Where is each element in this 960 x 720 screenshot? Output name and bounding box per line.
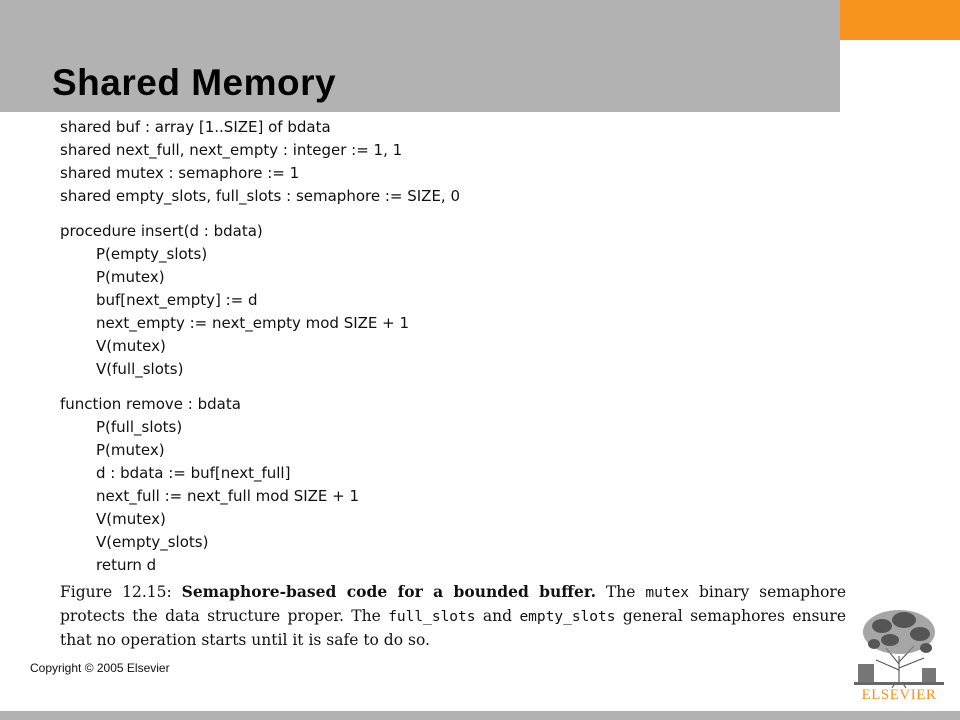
code-line: d : bdata := buf[next_full] (96, 464, 291, 482)
accent-block (840, 0, 960, 40)
code-line: P(full_slots) (96, 418, 183, 436)
slide-title: Shared Memory (52, 62, 337, 103)
code-line: buf[next_empty] := d (96, 291, 258, 309)
code-line: return d (96, 556, 157, 574)
caption-text: The (605, 583, 636, 601)
code-line: shared mutex : semaphore := 1 (60, 164, 300, 182)
code-line: P(mutex) (96, 268, 165, 286)
caption-text: and (482, 607, 513, 625)
code-line: shared buf : array [1..SIZE] of bdata (60, 118, 331, 136)
footer-band (0, 711, 960, 720)
caption-code-term: full_slots (388, 609, 476, 625)
code-line: V(mutex) (96, 337, 166, 355)
copyright-notice: Copyright © 2005 Elsevier (30, 661, 170, 675)
caption-title: Semaphore-based code for a bounded buffer. (181, 582, 597, 601)
code-line: next_full := next_full mod SIZE + 1 (96, 487, 360, 505)
code-line: V(full_slots) (96, 360, 184, 378)
code-line: shared empty_slots, full_slots : semaphore := SIZE, 0 (60, 187, 461, 205)
insert-procedure-header: procedure insert(d : bdata) (60, 222, 263, 240)
caption-code-term: mutex (645, 585, 690, 601)
caption-text: general semaphores ensure that no operation starts until it is safe to do so. (60, 607, 846, 649)
caption-text: binary semaphore protects the data structure proper. The (60, 583, 846, 625)
elsevier-wordmark: ELSEVIER (861, 687, 937, 703)
code-line: V(empty_slots) (96, 533, 209, 551)
remove-function-header: function remove : bdata (60, 395, 241, 413)
code-line: next_empty := next_empty mod SIZE + 1 (96, 314, 410, 332)
code-listing (60, 116, 460, 577)
caption-code-term: empty_slots (519, 609, 616, 625)
caption-label: Figure 12.15: (60, 583, 172, 601)
code-line: shared next_full, next_empty : integer := 1, 1 (60, 141, 403, 159)
code-line: V(mutex) (96, 510, 166, 528)
figure-caption (60, 580, 846, 652)
code-line: P(mutex) (96, 441, 165, 459)
code-line: P(empty_slots) (96, 245, 208, 263)
